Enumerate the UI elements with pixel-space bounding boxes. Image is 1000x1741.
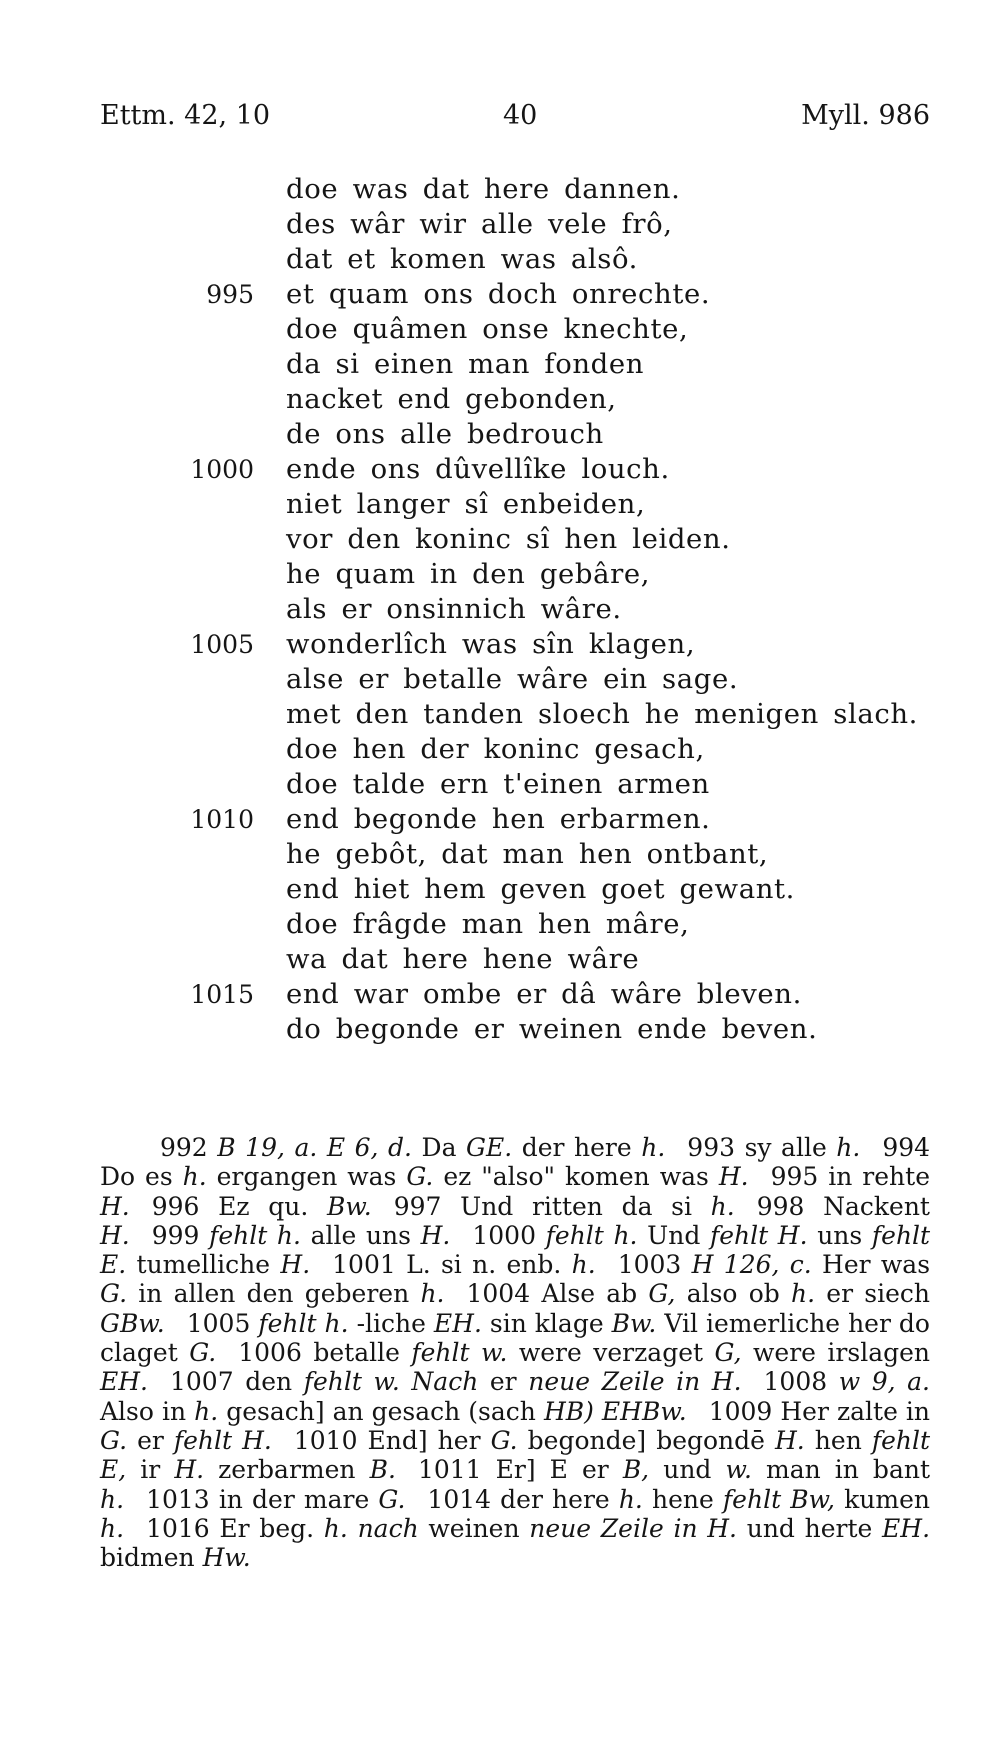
verse-number: 1000 (190, 455, 254, 484)
verse-text: end begonde hen erbarmen. (286, 803, 711, 835)
verse-number: 1005 (190, 630, 254, 659)
apparatus-entry-1016: 1016 Er beg. h. nach weinen neue Zeile in H. und herte EH. bidmen Hw. (100, 1513, 931, 1573)
apparatus-entry-1008: 1008 w 9, a. Also in h. gesach] an gesach (sach HB) EHBw. (100, 1367, 930, 1426)
verse-text: he gebôt, dat man hen ontbant, (286, 838, 769, 870)
verse-line (0, 452, 1000, 487)
verse-line (0, 662, 1000, 697)
verse-text: de ons alle bedrouch (286, 418, 604, 450)
verse-line (0, 977, 1000, 1012)
verse-line (0, 207, 1000, 242)
apparatus-paragraph (100, 1133, 930, 1572)
verse-text: vor den koninc sî hen leiden. (286, 523, 731, 555)
verse-text: da si einen man fonden (286, 348, 645, 380)
verse-text: des wâr wir alle vele frô, (286, 208, 673, 240)
verse-text: he quam in den gebâre, (286, 558, 651, 590)
verse-line (0, 697, 1000, 732)
header-edition-reference: Myll. 986 (801, 100, 930, 131)
verse-number: 1010 (190, 805, 254, 834)
apparatus-entry-1010: 1010 End] her G. begonde] begondē H. hen fehlt E, ir H. zerbarmen B. (100, 1425, 931, 1485)
verse-text: met den tanden sloech he menigen slach. (286, 698, 919, 730)
verse-line (0, 1012, 1000, 1047)
verse-line (0, 837, 1000, 872)
verse-text: et quam ons doch onrechte. (286, 278, 711, 310)
verse-line (0, 242, 1000, 277)
verse-text: dat et komen was alsô. (286, 243, 638, 275)
verse-text: niet langer sî enbeiden, (286, 488, 646, 520)
verse-line (0, 487, 1000, 522)
verse-text: wa dat here hene wâre (286, 943, 640, 975)
apparatus-entry-1007: 1007 den fehlt w. Nach er neue Zeile in H. (170, 1367, 742, 1397)
verse-line (0, 312, 1000, 347)
verse-text: ende ons dûvellîke louch. (286, 453, 670, 485)
apparatus-entry-996: 996 Ez qu. Bw. (151, 1191, 372, 1221)
apparatus-entry-999: 999 fehlt h. alle uns H. (151, 1220, 451, 1250)
verse-number: 1015 (190, 980, 254, 1009)
apparatus-entry-993: 993 sy alle h. (687, 1133, 861, 1162)
verse-line (0, 557, 1000, 592)
verse-text: doe talde ern t'einen armen (286, 768, 710, 800)
verse-text-block (0, 172, 1000, 1047)
apparatus-entry-1000: 1000 fehlt h. Und fehlt H. uns fehlt E. tumelliche H. (100, 1220, 931, 1280)
critical-apparatus (100, 1133, 930, 1572)
apparatus-entry-992: 992 B 19, a. E 6, d. Da GE. der here h. (160, 1133, 666, 1162)
verse-text: end war ombe er dâ wâre bleven. (286, 978, 802, 1010)
apparatus-entry-998: 998 Nackent H. (100, 1191, 930, 1250)
verse-line (0, 627, 1000, 662)
page-number: 40 (503, 100, 538, 131)
apparatus-entry-1004: 1004 Alse ab G, also ob h. er siech GBw. (100, 1279, 930, 1338)
verse-line (0, 592, 1000, 627)
verse-line (0, 172, 1000, 207)
verse-text: als er onsinnich wâre. (286, 593, 622, 625)
verse-text: do begonde er weinen ende beven. (286, 1013, 818, 1045)
verse-line (0, 767, 1000, 802)
verse-text: nacket end gebonden, (286, 383, 617, 415)
header-source-reference: Ettm. 42, 10 (100, 100, 271, 131)
verse-line (0, 522, 1000, 557)
verse-line (0, 277, 1000, 312)
verse-text: doe quâmen onse knechte, (286, 313, 689, 345)
verse-line (0, 347, 1000, 382)
apparatus-entry-1009: 1009 Her zalte in G. er fehlt H. (100, 1396, 930, 1455)
verse-number: 995 (206, 280, 254, 309)
verse-text: doe hen der koninc gesach, (286, 733, 705, 765)
apparatus-entry-1011: 1011 Er] E er B, und w. man in bant h. (100, 1455, 930, 1514)
verse-text: doe frâgde man hen mâre, (286, 908, 690, 940)
verse-text: end hiet hem geven goet gewant. (286, 873, 795, 905)
apparatus-entry-995: 995 in rehte H. (100, 1162, 930, 1221)
apparatus-entry-1001: 1001 L. si n. enb. h. (332, 1250, 596, 1280)
running-header (100, 96, 930, 136)
verse-text: wonderlîch was sîn klagen, (286, 628, 696, 660)
verse-line (0, 942, 1000, 977)
verse-line (0, 907, 1000, 942)
verse-text: alse er betalle wâre ein sage. (286, 663, 739, 695)
verse-text: doe was dat here dannen. (286, 173, 681, 205)
apparatus-entry-1005: 1005 fehlt h. -liche EH. sin klage Bw. Vil iemerliche her do claget G. (100, 1308, 930, 1368)
apparatus-entry-1003: 1003 H 126, c. Her was G. in allen den geberen h. (100, 1250, 931, 1309)
verse-line (0, 732, 1000, 767)
verse-line (0, 417, 1000, 452)
apparatus-entry-994: 994 Do es h. ergangen was G. ez "also" komen was H. (100, 1133, 931, 1192)
verse-line (0, 382, 1000, 417)
apparatus-entry-997: 997 Und ritten da si h. (393, 1191, 735, 1221)
apparatus-entry-1014: 1014 der here h. hene fehlt Bw, kumen h. (100, 1484, 930, 1543)
verse-line (0, 872, 1000, 907)
verse-line (0, 802, 1000, 837)
apparatus-entry-1006: 1006 betalle fehlt w. were verzaget G, were irslagen EH. (100, 1338, 931, 1397)
apparatus-entry-1013: 1013 in der mare G. (146, 1484, 406, 1514)
